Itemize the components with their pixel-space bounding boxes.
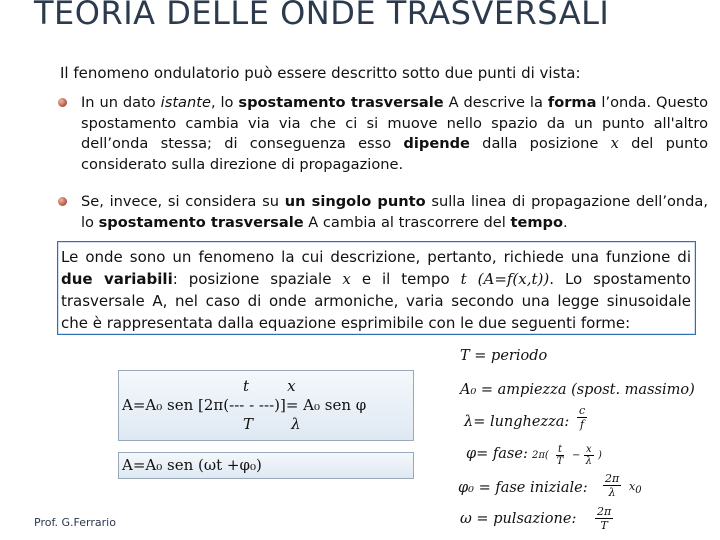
formula-numerators: t x [243, 377, 296, 395]
label-periodo: T = periodo [460, 348, 548, 364]
formula-main: A=A₀ sen [2π(--- - ---)]= A₀ sen φ [122, 396, 367, 414]
footer-author: Prof. G.Ferrario [34, 516, 116, 529]
label-ampiezza: A₀ = ampiezza (spost. massimo) [460, 382, 695, 398]
definition-box [57, 241, 696, 335]
formula-box-time [118, 452, 414, 479]
label-fase: φ= fase: [466, 446, 528, 462]
bullet-text: In un dato istante, lo spostamento trasversale A descrive la forma l’onda. Questo spostamento cambia via via che ci si muove nello spazio da un punto all'altro dell’onda stessa; di conseguenza esso dipende dalla posizione x del punto considerato sulla direzione di propagazione. [81, 94, 709, 173]
label-lunghezza: λ= lunghezza: [464, 414, 570, 430]
bullet-icon [58, 197, 67, 206]
bullet-icon [58, 98, 67, 107]
bullet-punto [58, 192, 708, 233]
formula-box-space [118, 370, 414, 441]
label-pulsazione: ω = pulsazione: [460, 511, 577, 527]
formula-denominators: T λ [243, 415, 301, 433]
formula-omega: A=A₀ sen (ωt +φ₀) [122, 456, 262, 474]
fraction-pulsazione: $\frac{2\pi}{T}$ [597, 505, 612, 532]
bullet-text: Se, invece, si considera su un singolo punto sulla linea di propagazione dell’onda, lo spostamento trasversale A cambia al trascorrere del tempo. [81, 193, 708, 231]
definition-text: Le onde sono un fenomeno la cui descrizione, pertanto, richiede una funzione di due variabili: posizione spaziale x e il tempo t (A=f(x,t)). Lo spostamento trasversale A, nel caso di onde armoniche, varia secondo una legge sinusoidale che è rappresentata dalla equazione esprimibile con le due seguenti forme: [61, 248, 691, 332]
label-fase-iniziale: φ₀ = fase iniziale: [458, 480, 588, 496]
page-title: TEORIA DELLE ONDE TRASVERSALI [34, 0, 610, 32]
fraction-c-f: $\frac{c}{f}$ [579, 404, 586, 431]
bullet-istante [58, 93, 708, 175]
intro-text: Il fenomeno ondulatorio può essere descritto sotto due punti di vista: [60, 64, 581, 82]
